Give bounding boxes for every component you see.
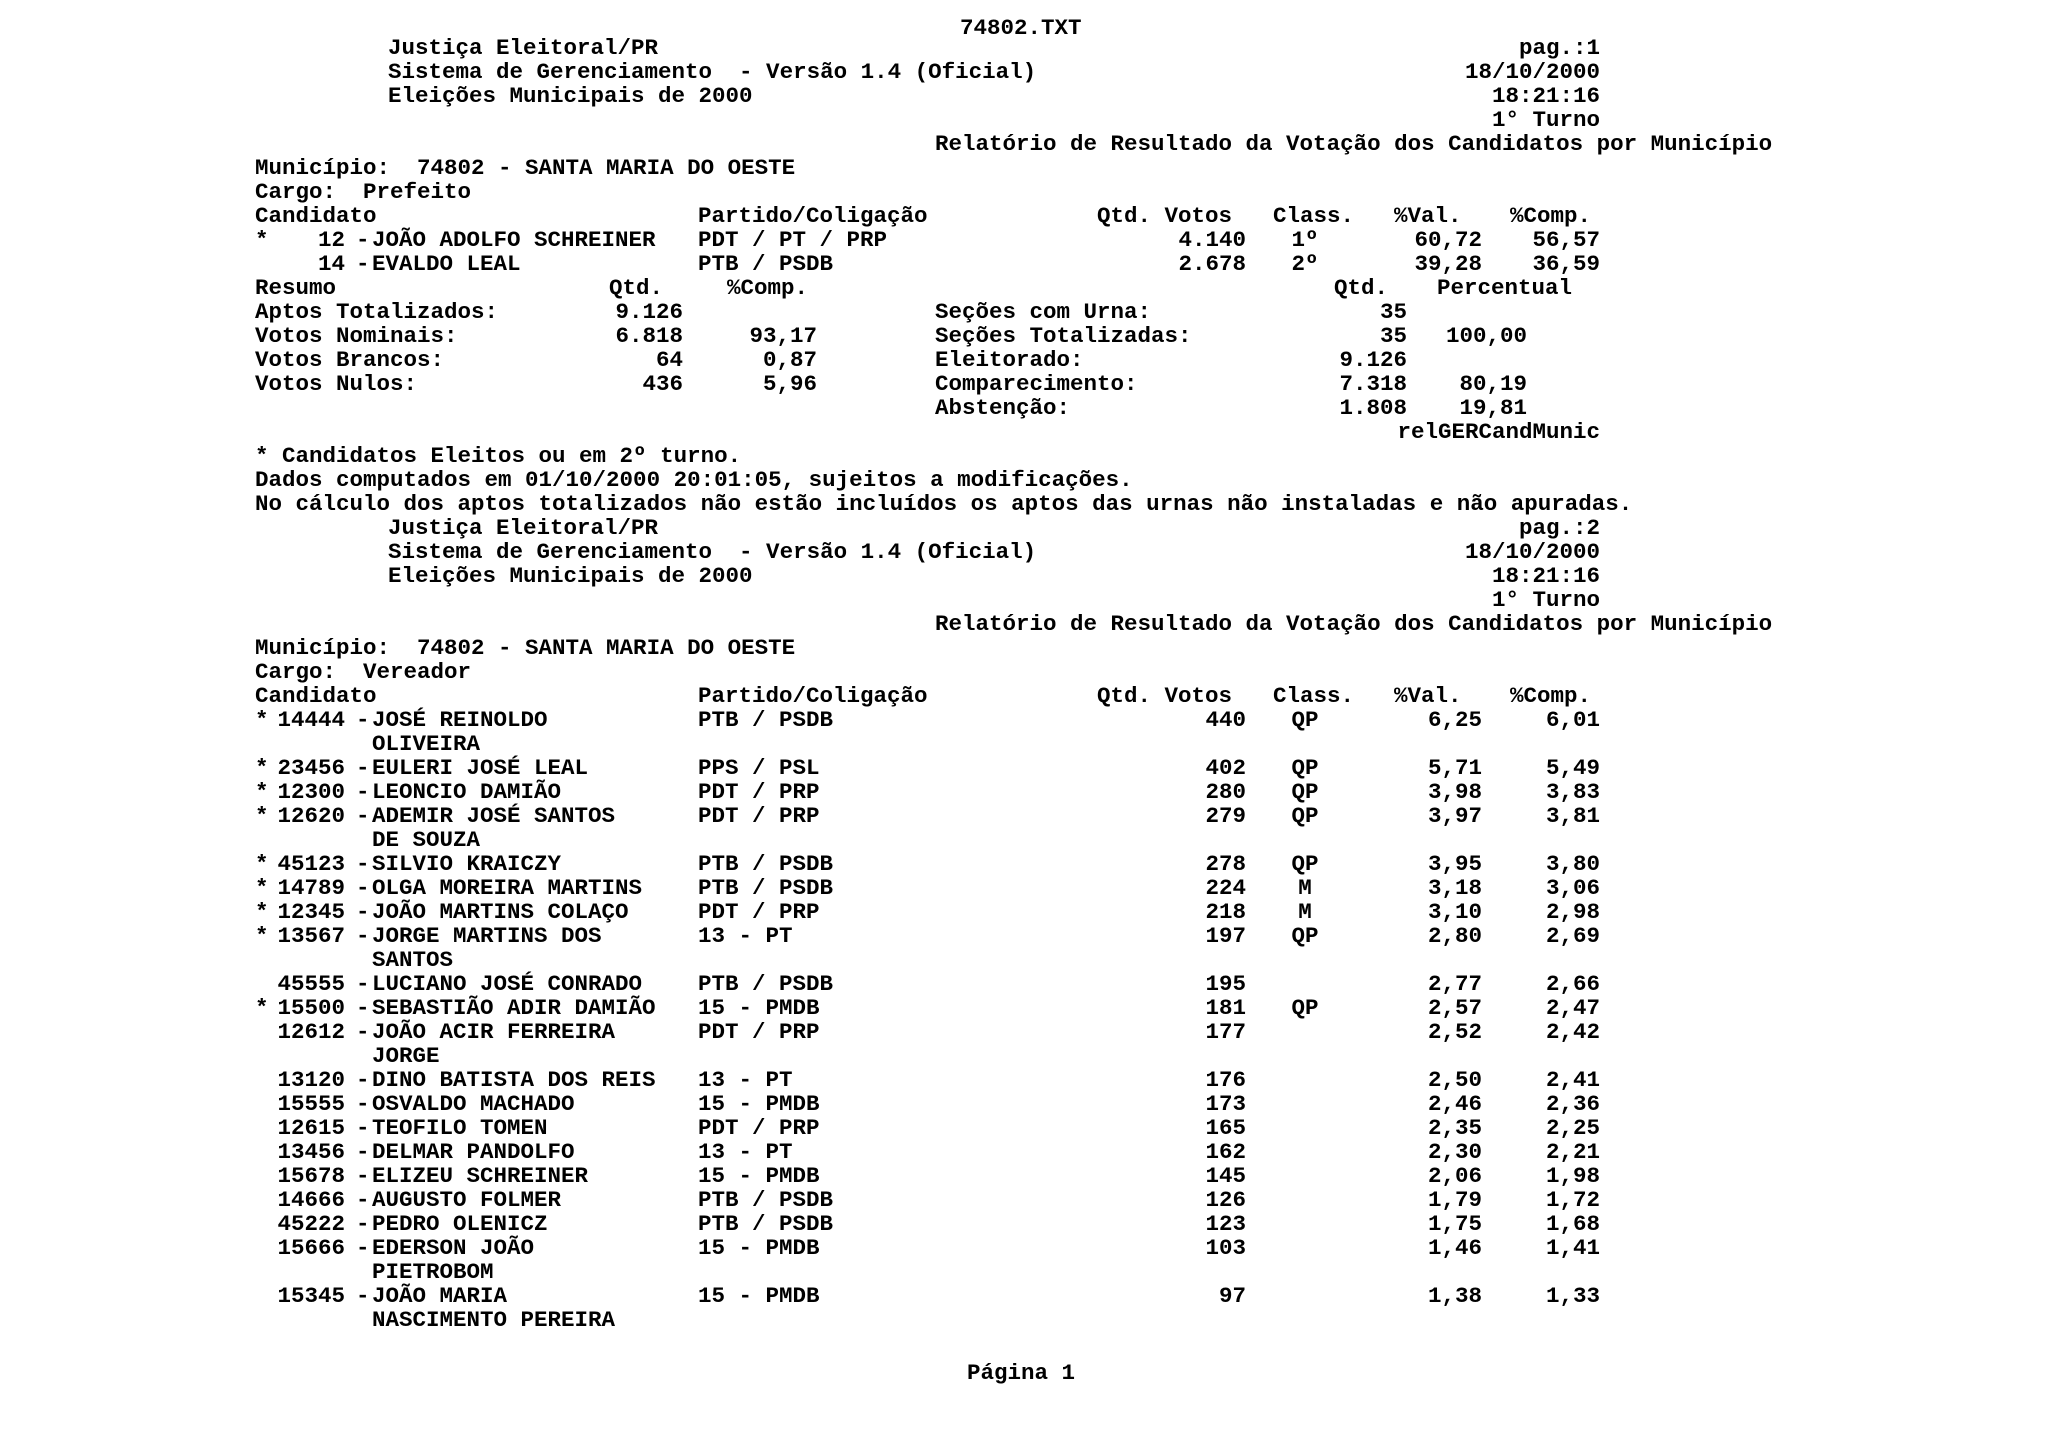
- candidate-number: 15345: [277, 1283, 345, 1309]
- candidate-elected-mark: *: [255, 779, 269, 805]
- candidate-name: EVALDO LEAL: [372, 251, 521, 277]
- candidate-val-pct: 3,10: [1427, 899, 1482, 925]
- candidate-comp-pct: 1,41: [1545, 1235, 1600, 1261]
- candidate-comp-pct: 3,06: [1545, 875, 1600, 901]
- candidate-party: PDT / PRP: [698, 779, 820, 805]
- candidate-comp-pct: 2,25: [1545, 1115, 1600, 1141]
- column-header-comp: %Comp.: [1510, 203, 1592, 229]
- candidate-elected-mark: *: [255, 755, 269, 781]
- report-date: 18/10/2000: [1464, 539, 1600, 565]
- candidate-dash: -: [356, 1235, 370, 1261]
- candidate-dash: -: [356, 1163, 370, 1189]
- candidate-dash: -: [356, 1283, 370, 1309]
- candidate-dash: -: [356, 1187, 370, 1213]
- candidate-class: 1º: [1291, 227, 1319, 253]
- candidate-votes: 103: [1205, 1235, 1246, 1261]
- candidate-name: ADEMIR JOSÉ SANTOS: [372, 803, 616, 829]
- column-header-comp: %Comp.: [1510, 683, 1592, 709]
- page-number: pag.:1: [1518, 35, 1600, 61]
- candidate-class: QP: [1291, 755, 1319, 781]
- report-title: Relatório de Resultado da Votação dos Candidatos por Município: [935, 611, 1773, 637]
- candidate-votes: 181: [1205, 995, 1246, 1021]
- candidate-dash: -: [356, 971, 370, 997]
- summary-title: Resumo: [255, 275, 337, 301]
- candidate-party: PPS / PSL: [698, 755, 820, 781]
- candidate-votes: 126: [1205, 1187, 1246, 1213]
- candidate-name: JORGE MARTINS DOS: [372, 923, 602, 949]
- candidate-number: 45123: [277, 851, 345, 877]
- candidate-name: SEBASTIÃO ADIR DAMIÃO: [372, 995, 656, 1021]
- column-header-class: Class.: [1273, 683, 1355, 709]
- candidate-val-pct: 3,98: [1427, 779, 1482, 805]
- candidate-number: 12300: [277, 779, 345, 805]
- candidate-class: QP: [1291, 923, 1319, 949]
- candidate-val-pct: 2,50: [1427, 1067, 1482, 1093]
- candidate-comp-pct: 36,59: [1532, 251, 1600, 277]
- candidate-comp-pct: 5,49: [1545, 755, 1600, 781]
- candidate-dash: -: [356, 923, 370, 949]
- candidate-comp-pct: 2,47: [1545, 995, 1600, 1021]
- summary-right-pct-header: Percentual: [1437, 275, 1573, 301]
- summary-right-pct: 100,00: [1445, 323, 1527, 349]
- candidate-name: JOÃO MARIA: [372, 1283, 508, 1309]
- election-turn: 1° Turno: [1491, 107, 1600, 133]
- summary-left-label: Aptos Totalizados:: [255, 299, 499, 325]
- candidate-dash: -: [356, 1211, 370, 1237]
- candidate-elected-mark: *: [255, 875, 269, 901]
- candidate-party: PDT / PRP: [698, 803, 820, 829]
- candidate-class: QP: [1291, 995, 1319, 1021]
- candidate-val-pct: 1,46: [1427, 1235, 1482, 1261]
- summary-left-comp: 0,87: [762, 347, 817, 373]
- candidate-name: JOÃO ADOLFO SCHREINER: [372, 227, 656, 253]
- report-time: 18:21:16: [1491, 83, 1600, 109]
- candidate-val-pct: 3,97: [1427, 803, 1482, 829]
- candidate-dash: -: [356, 251, 370, 277]
- page-footer: Página 1: [967, 1359, 1076, 1386]
- candidate-name-continued: OLIVEIRA: [372, 731, 481, 757]
- candidate-party: PTB / PSDB: [698, 851, 834, 877]
- candidate-party: PDT / PRP: [698, 1019, 820, 1045]
- candidate-number: 13456: [277, 1139, 345, 1165]
- candidate-number: 15555: [277, 1091, 345, 1117]
- candidate-votes: 278: [1205, 851, 1246, 877]
- column-header-candidato: Candidato: [255, 683, 377, 709]
- header-election: Eleições Municipais de 2000: [388, 563, 753, 589]
- candidate-number: 15678: [277, 1163, 345, 1189]
- summary-right-qtd-header: Qtd.: [1334, 275, 1389, 301]
- candidate-name: DINO BATISTA DOS REIS: [372, 1067, 656, 1093]
- candidate-party: 13 - PT: [698, 1139, 793, 1165]
- candidate-party: 15 - PMDB: [698, 1283, 820, 1309]
- column-header-votos: Qtd. Votos: [1097, 683, 1233, 709]
- column-header-votos: Qtd. Votos: [1097, 203, 1233, 229]
- report-time: 18:21:16: [1491, 563, 1600, 589]
- candidate-class: M: [1298, 899, 1312, 925]
- candidate-name: ELIZEU SCHREINER: [372, 1163, 589, 1189]
- candidate-votes: 123: [1205, 1211, 1246, 1237]
- candidate-votes: 195: [1205, 971, 1246, 997]
- column-header-partido: Partido/Coligação: [698, 683, 928, 709]
- candidate-party: PDT / PRP: [698, 899, 820, 925]
- candidate-number: 12620: [277, 803, 345, 829]
- footnote: * Candidatos Eleitos ou em 2º turno.: [255, 443, 742, 469]
- candidate-val-pct: 1,75: [1427, 1211, 1482, 1237]
- summary-qtd-header: Qtd.: [609, 275, 664, 301]
- summary-right-label: Eleitorado:: [935, 347, 1084, 373]
- candidate-val-pct: 2,46: [1427, 1091, 1482, 1117]
- candidate-dash: -: [356, 1115, 370, 1141]
- candidate-elected-mark: *: [255, 227, 269, 253]
- file-title: 74802.TXT: [960, 14, 1082, 41]
- summary-comp-header: %Comp.: [727, 275, 809, 301]
- candidate-votes: 176: [1205, 1067, 1246, 1093]
- candidate-votes: 218: [1205, 899, 1246, 925]
- candidate-name: TEOFILO TOMEN: [372, 1115, 548, 1141]
- summary-right-pct: 80,19: [1459, 371, 1527, 397]
- candidate-number: 14444: [277, 707, 345, 733]
- candidate-number: 12345: [277, 899, 345, 925]
- candidate-number: 14666: [277, 1187, 345, 1213]
- candidate-dash: -: [356, 995, 370, 1021]
- candidate-dash: -: [356, 803, 370, 829]
- candidate-number: 12612: [277, 1019, 345, 1045]
- candidate-name: EDERSON JOÃO: [372, 1235, 535, 1261]
- candidate-votes: 402: [1205, 755, 1246, 781]
- summary-left-label: Votos Nulos:: [255, 371, 418, 397]
- candidate-class: QP: [1291, 803, 1319, 829]
- candidate-name: LUCIANO JOSÉ CONRADO: [372, 971, 643, 997]
- header-system: Sistema de Gerenciamento - Versão 1.4 (Oficial): [388, 539, 1037, 565]
- candidate-comp-pct: 6,01: [1545, 707, 1600, 733]
- candidate-val-pct: 6,25: [1427, 707, 1482, 733]
- summary-right-qtd: 7.318: [1339, 371, 1407, 397]
- candidate-val-pct: 2,52: [1427, 1019, 1482, 1045]
- candidate-class: 2º: [1291, 251, 1319, 277]
- candidate-dash: -: [356, 899, 370, 925]
- candidate-votes: 97: [1218, 1283, 1246, 1309]
- candidate-party: PDT / PT / PRP: [698, 227, 888, 253]
- candidate-elected-mark: *: [255, 803, 269, 829]
- candidate-dash: -: [356, 227, 370, 253]
- candidate-comp-pct: 1,72: [1545, 1187, 1600, 1213]
- candidate-val-pct: 39,28: [1414, 251, 1482, 277]
- candidate-votes: 165: [1205, 1115, 1246, 1141]
- candidate-dash: -: [356, 1019, 370, 1045]
- cargo-line: Cargo: Vereador: [255, 659, 472, 685]
- summary-left-label: Votos Nominais:: [255, 323, 458, 349]
- candidate-comp-pct: 56,57: [1532, 227, 1600, 253]
- candidate-dash: -: [356, 779, 370, 805]
- candidate-name: JOÃO MARTINS COLAÇO: [372, 899, 629, 925]
- candidate-dash: -: [356, 707, 370, 733]
- candidate-party: 15 - PMDB: [698, 1091, 820, 1117]
- candidate-number: 23456: [277, 755, 345, 781]
- candidate-val-pct: 2,57: [1427, 995, 1482, 1021]
- candidate-name: DELMAR PANDOLFO: [372, 1139, 575, 1165]
- candidate-party: 15 - PMDB: [698, 995, 820, 1021]
- candidate-name: LEONCIO DAMIÃO: [372, 779, 562, 805]
- candidate-party: PTB / PSDB: [698, 971, 834, 997]
- summary-left-qtd: 9.126: [615, 299, 683, 325]
- candidate-val-pct: 3,95: [1427, 851, 1482, 877]
- candidate-party: PTB / PSDB: [698, 875, 834, 901]
- candidate-val-pct: 1,79: [1427, 1187, 1482, 1213]
- summary-left-qtd: 64: [655, 347, 683, 373]
- candidate-party: PTB / PSDB: [698, 707, 834, 733]
- header-org: Justiça Eleitoral/PR: [388, 35, 659, 61]
- candidate-party: 15 - PMDB: [698, 1163, 820, 1189]
- report-title: Relatório de Resultado da Votação dos Candidatos por Município: [935, 131, 1773, 157]
- summary-left-qtd: 436: [642, 371, 683, 397]
- municipio-line: Município: 74802 - SANTA MARIA DO OESTE: [255, 155, 796, 181]
- summary-right-label: Comparecimento:: [935, 371, 1138, 397]
- candidate-name: OSVALDO MACHADO: [372, 1091, 575, 1117]
- candidate-comp-pct: 1,33: [1545, 1283, 1600, 1309]
- report-id: relGERCandMunic: [1397, 419, 1600, 445]
- column-header-partido: Partido/Coligação: [698, 203, 928, 229]
- candidate-comp-pct: 3,80: [1545, 851, 1600, 877]
- footnote: No cálculo dos aptos totalizados não estão incluídos os aptos das urnas não instaladas e não apuradas.: [255, 491, 1633, 517]
- candidate-number: 15666: [277, 1235, 345, 1261]
- candidate-elected-mark: *: [255, 707, 269, 733]
- candidate-name: OLGA MOREIRA MARTINS: [372, 875, 643, 901]
- candidate-party: 15 - PMDB: [698, 1235, 820, 1261]
- candidate-name: AUGUSTO FOLMER: [372, 1187, 562, 1213]
- column-header-val: %Val.: [1394, 203, 1462, 229]
- candidate-name-continued: PIETROBOM: [372, 1259, 494, 1285]
- candidate-name-continued: NASCIMENTO PEREIRA: [372, 1307, 616, 1333]
- candidate-dash: -: [356, 755, 370, 781]
- candidate-votes: 279: [1205, 803, 1246, 829]
- column-header-class: Class.: [1273, 203, 1355, 229]
- candidate-number: 12615: [277, 1115, 345, 1141]
- summary-left-comp: 93,17: [749, 323, 817, 349]
- candidate-number: 13567: [277, 923, 345, 949]
- candidate-votes: 280: [1205, 779, 1246, 805]
- candidate-votes: 197: [1205, 923, 1246, 949]
- candidate-votes: 440: [1205, 707, 1246, 733]
- candidate-number: 14: [317, 251, 345, 277]
- candidate-name-continued: JORGE: [372, 1043, 440, 1069]
- candidate-elected-mark: *: [255, 995, 269, 1021]
- candidate-number: 45222: [277, 1211, 345, 1237]
- candidate-elected-mark: *: [255, 851, 269, 877]
- candidate-comp-pct: 2,42: [1545, 1019, 1600, 1045]
- page-number: pag.:2: [1518, 515, 1600, 541]
- candidate-dash: -: [356, 875, 370, 901]
- summary-right-label: Abstenção:: [935, 395, 1071, 421]
- summary-left-label: Votos Brancos:: [255, 347, 445, 373]
- candidate-comp-pct: 3,81: [1545, 803, 1600, 829]
- header-system: Sistema de Gerenciamento - Versão 1.4 (Oficial): [388, 59, 1037, 85]
- candidate-val-pct: 60,72: [1414, 227, 1482, 253]
- candidate-party: PTB / PSDB: [698, 251, 834, 277]
- election-turn: 1° Turno: [1491, 587, 1600, 613]
- cargo-line: Cargo: Prefeito: [255, 179, 472, 205]
- candidate-party: 13 - PT: [698, 1067, 793, 1093]
- candidate-votes: 145: [1205, 1163, 1246, 1189]
- candidate-comp-pct: 1,98: [1545, 1163, 1600, 1189]
- candidate-val-pct: 5,71: [1427, 755, 1482, 781]
- candidate-name: PEDRO OLENICZ: [372, 1211, 548, 1237]
- candidate-name: SILVIO KRAICZY: [372, 851, 562, 877]
- candidate-party: PDT / PRP: [698, 1115, 820, 1141]
- summary-right-qtd: 9.126: [1339, 347, 1407, 373]
- candidate-dash: -: [356, 1091, 370, 1117]
- candidate-votes: 224: [1205, 875, 1246, 901]
- candidate-dash: -: [356, 1067, 370, 1093]
- candidate-party: PTB / PSDB: [698, 1187, 834, 1213]
- candidate-party: 13 - PT: [698, 923, 793, 949]
- summary-right-pct: 19,81: [1459, 395, 1527, 421]
- candidate-comp-pct: 3,83: [1545, 779, 1600, 805]
- candidate-votes: 173: [1205, 1091, 1246, 1117]
- summary-right-label: Seções com Urna:: [935, 299, 1152, 325]
- candidate-comp-pct: 2,41: [1545, 1067, 1600, 1093]
- header-election: Eleições Municipais de 2000: [388, 83, 753, 109]
- candidate-comp-pct: 2,98: [1545, 899, 1600, 925]
- candidate-party: PTB / PSDB: [698, 1211, 834, 1237]
- column-header-val: %Val.: [1394, 683, 1462, 709]
- candidate-name: JOÃO ACIR FERREIRA: [372, 1019, 616, 1045]
- candidate-number: 14789: [277, 875, 345, 901]
- header-org: Justiça Eleitoral/PR: [388, 515, 659, 541]
- candidate-votes: 4.140: [1178, 227, 1246, 253]
- candidate-number: 15500: [277, 995, 345, 1021]
- candidate-comp-pct: 2,66: [1545, 971, 1600, 997]
- summary-left-qtd: 6.818: [615, 323, 683, 349]
- candidate-number: 13120: [277, 1067, 345, 1093]
- candidate-dash: -: [356, 1139, 370, 1165]
- candidate-comp-pct: 2,36: [1545, 1091, 1600, 1117]
- candidate-number: 12: [317, 227, 345, 253]
- summary-right-qtd: 1.808: [1339, 395, 1407, 421]
- municipio-line: Município: 74802 - SANTA MARIA DO OESTE: [255, 635, 796, 661]
- candidate-val-pct: 2,06: [1427, 1163, 1482, 1189]
- candidate-class: QP: [1291, 851, 1319, 877]
- summary-right-qtd: 35: [1379, 299, 1407, 325]
- candidate-votes: 162: [1205, 1139, 1246, 1165]
- candidate-val-pct: 2,80: [1427, 923, 1482, 949]
- column-header-candidato: Candidato: [255, 203, 377, 229]
- candidate-comp-pct: 2,21: [1545, 1139, 1600, 1165]
- candidate-val-pct: 2,35: [1427, 1115, 1482, 1141]
- candidate-name-continued: SANTOS: [372, 947, 454, 973]
- candidate-number: 45555: [277, 971, 345, 997]
- candidate-name: EULERI JOSÉ LEAL: [372, 755, 589, 781]
- candidate-val-pct: 1,38: [1427, 1283, 1482, 1309]
- summary-right-qtd: 35: [1379, 323, 1407, 349]
- summary-right-label: Seções Totalizadas:: [935, 323, 1192, 349]
- candidate-val-pct: 3,18: [1427, 875, 1482, 901]
- candidate-votes: 2.678: [1178, 251, 1246, 277]
- candidate-class: QP: [1291, 779, 1319, 805]
- candidate-votes: 177: [1205, 1019, 1246, 1045]
- candidate-elected-mark: *: [255, 923, 269, 949]
- summary-left-comp: 5,96: [762, 371, 817, 397]
- candidate-val-pct: 2,30: [1427, 1139, 1482, 1165]
- candidate-val-pct: 2,77: [1427, 971, 1482, 997]
- candidate-comp-pct: 2,69: [1545, 923, 1600, 949]
- candidate-dash: -: [356, 851, 370, 877]
- candidate-name: JOSÉ REINOLDO: [372, 707, 548, 733]
- candidate-name-continued: DE SOUZA: [372, 827, 481, 853]
- candidate-comp-pct: 1,68: [1545, 1211, 1600, 1237]
- candidate-elected-mark: *: [255, 899, 269, 925]
- footnote: Dados computados em 01/10/2000 20:01:05, sujeitos a modificações.: [255, 467, 1133, 493]
- candidate-class: QP: [1291, 707, 1319, 733]
- candidate-class: M: [1298, 875, 1312, 901]
- report-date: 18/10/2000: [1464, 59, 1600, 85]
